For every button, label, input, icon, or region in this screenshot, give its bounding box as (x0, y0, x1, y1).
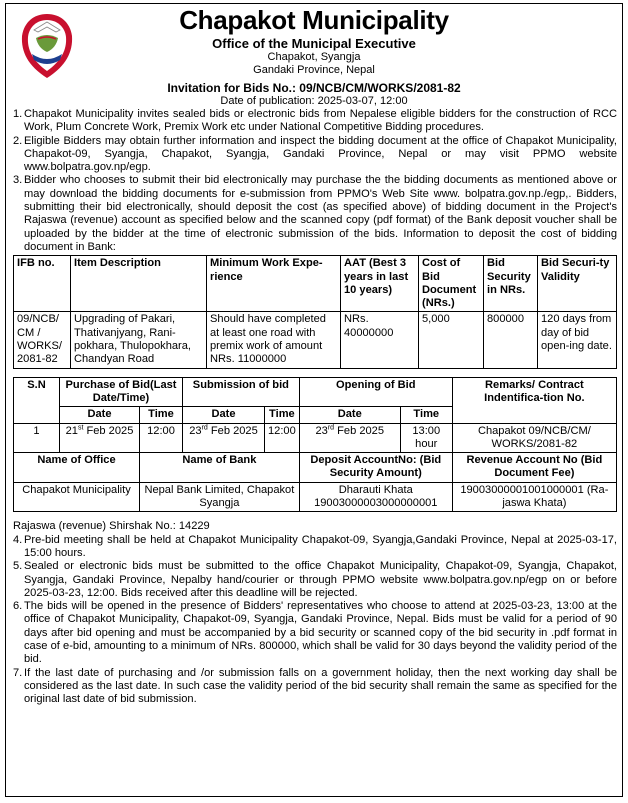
col-header-date: Date (60, 407, 140, 423)
cell-bid-security: 800000 (484, 312, 538, 368)
paragraph-3 (13, 174, 617, 254)
table-header-row (14, 256, 617, 312)
schedule-table (13, 377, 617, 513)
col-header-date: Date (183, 407, 265, 423)
col-header-opening: Opening of Bid (299, 377, 452, 407)
month-year: Feb 2025 (334, 424, 385, 437)
paragraph-2 (13, 135, 617, 175)
col-header-aat: AAT (Best 3 years in last 10 years) (341, 256, 419, 312)
cell-aat: NRs. 40000000 (341, 312, 419, 368)
paragraph-text: Chapakot Municipality invites sealed bids or electronic bids from Nepalese eligible bidders for the construction of RCC Work, Plum Concrete Work, Premix Work etc under National Competitive Bidding procedures. (24, 108, 617, 134)
paragraph-text: Sealed or electronic bids must be submitted to the office Chapakot Municipality, Chapakot-09, Syangja, Chapakot, Syangja, Gandaki Province, Nepalby hand/courier or through PPMO website www.bolpatra.gov.np/egp on or before 2025-03-23, 12:00. Bids received after this deadline will be rejected. (24, 560, 617, 599)
cell-submission-time: 12:00 (265, 423, 300, 453)
cell-purchase-date (60, 423, 140, 453)
office-name: Office of the Municipal Executive (212, 36, 416, 51)
paragraph-text: Bidder who chooses to submit their bid electronically may purchase the the bidding documents as mentioned above or may download the bidding documents for e-submission from PPMO's Web Site www. bolpatra.gov.np./egp,. Bidders, submitting their bid electronically, should deposit the cost (as specified above) of bidding document in the Project's Rajaswa (revenue) account as specified below and the scanned copy (pdf format) of the Bank deposit voucher shall be uploaded by the bidder at the time of electronic submission of the bids. Information to deposit the cost of bidding document in Bank: (24, 174, 617, 253)
col-header-time: Time (400, 407, 452, 423)
paragraph-number: 7. (13, 666, 23, 679)
col-header-purchase: Purchase of Bid(Last Date/Time) (60, 377, 183, 407)
col-header-deposit-account: Deposit AccountNo: (Bid Security Amount) (299, 453, 452, 483)
paragraph-text: If the last date of purchasing and /or submission falls on a government holiday, then the next working day shall be considered as the last date. In such case the validity period of the bid security shall remain the same as specified for the original last date of bid submission. (24, 666, 617, 706)
paragraph-7 (13, 667, 617, 707)
cell-security-validity: 120 days from day of bid open-ing date. (538, 312, 617, 368)
col-header-ifb: IFB no. (14, 256, 71, 312)
day: 23 (315, 424, 328, 437)
day: 21 (65, 424, 78, 437)
cell-office: Chapakot Municipality (14, 482, 140, 512)
cell-deposit-account: Dharauti Khata 19003000003000000001 (299, 482, 452, 512)
table-row (14, 312, 617, 368)
col-header-date: Date (299, 407, 400, 423)
address-line-1: Chapakot, Syangja (267, 51, 361, 63)
address-line-2: Gandaki Province, Nepal (253, 64, 375, 76)
col-header-submission: Submission of bid (183, 377, 300, 407)
col-header-experience: Minimum Work Expe-rience (207, 256, 341, 312)
col-header-time: Time (265, 407, 300, 423)
publication-date: Date of publication: 2025-03-07, 12:00 (220, 95, 408, 107)
ordinal-suffix: rd (327, 423, 335, 431)
notice-page (5, 3, 623, 797)
col-header-remarks: Remarks/ Contract Indentifica-tion No. (452, 377, 616, 423)
table-row (14, 482, 617, 512)
paragraph-1 (13, 108, 617, 135)
cell-description: Upgrading of Pakari, Thativanjyang, Rani-pokhara, Thulopokhara, Chandyan Road (71, 312, 207, 368)
cell-opening-time: 13:00 hour (400, 423, 452, 453)
org-name: Chapakot Municipality (179, 5, 449, 35)
col-header-doc-cost: Cost of Bid Document (NRs.) (419, 256, 484, 312)
paragraph-number: 2. (13, 134, 23, 147)
paragraph-text: The bids will be opened in the presence of Bidders' representatives who choose to attend at 2025-03-23, 13:00 at the office of Chapakot Municipality, Chapakot-09, Syangja, Gandaki Province, Nepal. Bids must be valid for a period of 90 days after bid opening and must be accompanied by a bid security or scanned copy of the bid security in .pdf format in case of e-bid, amounting to a minimum of NRs. 800000, which shall be valid for 30 days beyond the validity period of the bid. (24, 600, 617, 666)
table-header-row (14, 453, 617, 483)
paragraph-text: Eligible Bidders may obtain further information and inspect the bidding document at the office of Chapakot Municipality, Chapakot-09, Syangja, Chapakot, Syangja, Gandaki Province, Nepal or may visit PPMO website www.bolpatra.gov.np/egp. (24, 134, 617, 174)
month-year: Feb 2025 (207, 424, 258, 437)
ifb-title: Invitation for Bids No.: 09/NCB/CM/WORKS/2081-82 (167, 81, 461, 95)
paragraph-6 (13, 600, 617, 666)
col-header-bid-security: Bid Security in NRs. (484, 256, 538, 312)
cell-bank: Nepal Bank Limited, Chapakot Syangja (140, 482, 300, 512)
paragraph-5 (13, 560, 617, 600)
notice-body (6, 108, 622, 706)
bid-details-table (13, 255, 617, 368)
paragraph-number: 6. (13, 600, 23, 613)
cell-opening-date (299, 423, 400, 453)
cell-experience: Should have completed at least one road with premix work of amount NRs. 11000000 (207, 312, 341, 368)
paragraph-number: 1. (13, 108, 23, 120)
table-row (14, 423, 617, 453)
header (6, 4, 622, 108)
nepal-emblem-icon (16, 8, 78, 82)
cell-remarks: Chapakot 09/NCB/CM/ WORKS/2081-82 (452, 423, 616, 453)
col-header-revenue-account: Revenue Account No (Bid Document Fee) (452, 453, 616, 483)
cell-ifb: 09/NCB/ CM / WORKS/ 2081-82 (14, 312, 71, 368)
month-year: Feb 2025 (83, 424, 134, 437)
ordinal-suffix: rd (201, 423, 208, 431)
cell-sn: 1 (14, 423, 60, 453)
cell-revenue-account: 19003000001001000001 (Ra-jaswa Khata) (452, 482, 616, 512)
paragraph-number: 3. (13, 174, 23, 187)
paragraph-text: Pre-bid meeting shall be held at Chapakot Municipality Chapakot-09, Syangja,Gandaki Province, Nepal at 2025-03-17, 15:00 hours. (24, 533, 617, 559)
paragraph-4 (13, 534, 617, 561)
col-header-security-validity: Bid Securi-ty Validity (538, 256, 617, 312)
table-header-row (14, 377, 617, 407)
cell-doc-cost: 5,000 (419, 312, 484, 368)
col-header-sn: S.N (14, 377, 60, 423)
col-header-time: Time (140, 407, 183, 423)
cell-purchase-time: 12:00 (140, 423, 183, 453)
day: 23 (189, 424, 202, 437)
cell-submission-date (183, 423, 265, 453)
col-header-bank: Name of Bank (140, 453, 300, 483)
paragraph-number: 4. (13, 533, 23, 546)
col-header-description: Item Description (71, 256, 207, 312)
col-header-office: Name of Office (14, 453, 140, 483)
paragraph-number: 5. (13, 560, 23, 573)
rajaswa-shirshak: Rajaswa (revenue) Shirshak No.: 14229 (13, 520, 210, 533)
ordinal-suffix: st (77, 423, 84, 431)
